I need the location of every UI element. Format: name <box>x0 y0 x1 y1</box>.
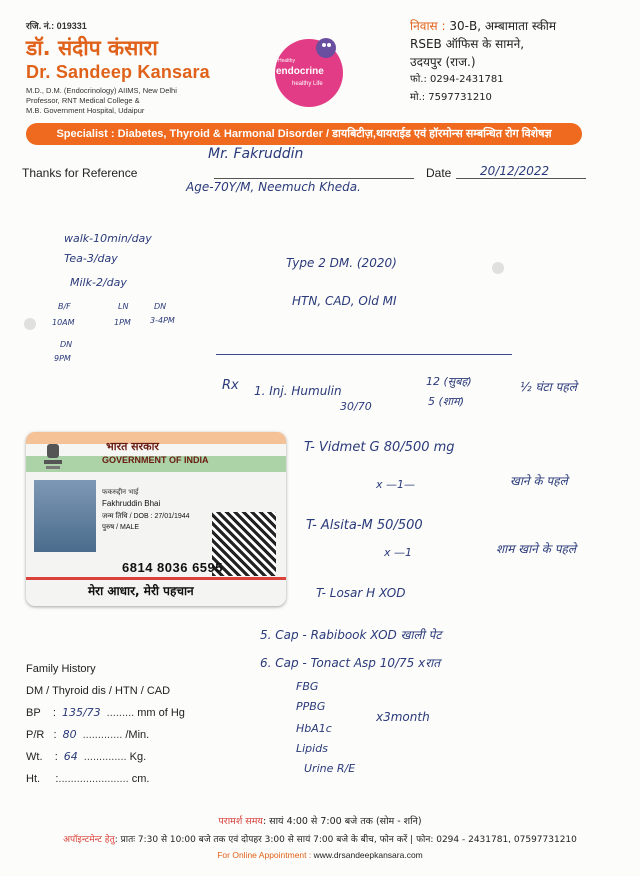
rx-item-3-dose: x —1 <box>384 546 413 559</box>
logo-text-sub: healthy Life <box>292 81 323 87</box>
qualification-line: M.D., D.M. (Endocrinology) AIIMS, New Delhi <box>26 86 177 95</box>
clinic-logo <box>264 28 354 118</box>
meal-time: 1PM <box>114 318 131 327</box>
dinner-label: DN <box>60 340 73 349</box>
card-name-hindi: फकरुद्दीन भाई <box>102 488 139 496</box>
test-item: PPBG <box>296 700 326 713</box>
registration-number: रजि. नं.: 019331 <box>26 21 87 31</box>
bp-label: BP <box>26 707 41 719</box>
address-line-2: RSEB ऑफिस के सामने, <box>410 37 525 51</box>
family-history-block: Family History DM / Thyroid dis / HTN / CAD BP : 135/73 ......... mm of Hg P/R : 80 ............. /Min. Wt. : 64 .............. Kg. Ht. :....................... cm. <box>26 658 185 790</box>
diagnosis-comorbid: HTN, CAD, Old MI <box>292 294 397 308</box>
doctor-name-hindi: डॉ. संदीप कंसारा <box>26 36 158 60</box>
card-sex: पुरुष / MALE <box>102 524 140 531</box>
qualification-line: M.B. Government Hospital, Udaipur <box>26 106 145 115</box>
divider-line <box>216 354 512 355</box>
mobile-number: मो.: 7597731210 <box>410 92 492 103</box>
government-of-india-text: GOVERNMENT OF INDIA <box>102 455 209 465</box>
appointment-label: अपॉइन्टमेन्ट हेतु <box>63 835 115 845</box>
prescription-date: 20/12/2022 <box>480 164 550 178</box>
meal-label: B/F <box>58 302 71 311</box>
online-label: For Online Appointment : <box>217 850 312 860</box>
residence-label: निवास : <box>410 19 446 33</box>
ht-unit: cm. <box>131 773 150 785</box>
meal-time: 3-4PM <box>150 316 175 325</box>
card-name: Fakhruddin Bhai <box>102 499 161 508</box>
appointment-text: : प्रातः 7:30 से 10:00 बजे तक एवं दोपहर 3:00 से सायं 7:00 बजे के बीच, फोन करें | फोन: 0294 - 2431781, 07597731210 <box>114 835 577 845</box>
aadhaar-card-image <box>26 432 286 606</box>
patient-name: Mr. Fakruddin <box>208 146 304 162</box>
logo-text-top: Healthy <box>278 58 295 64</box>
bp-value: 135/73 <box>61 706 101 719</box>
follow-up: x3month <box>376 710 430 724</box>
note-tea: Tea-3/day <box>64 252 118 265</box>
consult-label: परामर्श समय <box>218 816 263 827</box>
rx-item-1-morning: 12 (सुबह) <box>426 375 472 388</box>
online-appointment <box>0 850 640 860</box>
card-photo <box>34 480 96 552</box>
test-item: Lipids <box>296 742 328 755</box>
logo-text-main: endocrine <box>276 66 324 77</box>
rx-item-1-ratio: 30/70 <box>340 400 372 413</box>
aadhaar-tagline: मेरा आधार, मेरी पहचान <box>88 584 194 598</box>
date-label: Date <box>426 166 452 180</box>
patient-details: Age-70Y/M, Neemuch Kheda. <box>186 180 361 194</box>
bp-unit: mm of Hg <box>137 707 185 719</box>
rx-item-1: 1. Inj. Humulin <box>254 384 342 398</box>
clinic-address <box>410 17 556 107</box>
test-item: Urine R/E <box>304 762 356 775</box>
punch-hole <box>492 262 504 274</box>
doctor-name-english: Dr. Sandeep Kansara <box>26 62 210 82</box>
family-history-title: Family History <box>26 663 96 675</box>
wt-label: Wt. <box>26 751 43 763</box>
family-history-list: DM / Thyroid dis / HTN / CAD <box>26 685 171 697</box>
specialist-banner: Specialist : Diabetes, Thyroid & Harmonal Disorder / डायबिटीज़,थायराईड एवं हॉरमोन्स सम्बन्धित रोग विशेषज्ञ <box>26 123 582 145</box>
consult-text: : सायं 4:00 से 7:00 बजे तक (सोम - शनि) <box>262 816 422 827</box>
rx-item-2-note: खाने के पहले <box>510 474 568 488</box>
aadhaar-number: 6814 8036 6595 <box>122 560 223 575</box>
note-milk: Milk-2/day <box>70 276 127 289</box>
address-line-3: उदयपुर (राज.) <box>410 55 476 69</box>
rx-item-1-evening: 5 (शाम) <box>428 395 464 408</box>
ht-label: Ht. <box>26 773 41 785</box>
doctor-qualifications <box>26 86 177 116</box>
pr-value: 80 <box>62 728 77 741</box>
punch-hole <box>24 318 36 330</box>
pr-unit: /Min. <box>125 729 150 741</box>
address-line-1: 30-B, अम्बामाता स्कीम <box>449 19 557 33</box>
meal-label: LN <box>118 302 129 311</box>
rx-item-1-timing: ½ घंटा पहले <box>520 380 577 394</box>
qualification-line: Professor, RNT Medical College & <box>26 96 140 105</box>
phone-number: फो.: 0294-2431781 <box>410 74 504 85</box>
rx-symbol: Rx <box>222 378 239 393</box>
rx-item-6: 6. Cap - Tonact Asp 10/75 xरात <box>260 656 441 670</box>
rx-item-3: T- Alsita-M 50/500 <box>306 518 423 533</box>
rx-item-5: 5. Cap - Rabibook XOD खाली पेट <box>260 628 442 642</box>
appointment-info <box>0 832 640 845</box>
wt-unit: Kg. <box>129 751 147 763</box>
national-emblem-icon <box>40 442 66 472</box>
rx-item-4: T- Losar H XOD <box>316 586 406 600</box>
website-link[interactable]: www.drsandeepkansara.com <box>313 850 423 860</box>
card-dob: जन्म तिथि / DOB : 27/01/1944 <box>102 513 190 520</box>
date-underline <box>456 178 586 179</box>
diagnosis-type2dm: Type 2 DM. (2020) <box>286 256 397 270</box>
meal-time: 10AM <box>52 318 75 327</box>
rx-item-2: T- Vidmet G 80/500 mg <box>304 440 455 455</box>
thanks-for-reference-label: Thanks for Reference <box>22 166 138 180</box>
test-item: FBG <box>296 680 319 693</box>
note-walk: walk-10min/day <box>64 232 152 245</box>
pr-label: P/R <box>26 729 45 741</box>
rx-item-3-note: शाम खाने के पहले <box>496 542 577 556</box>
rx-item-2-dose: x —1— <box>376 478 416 491</box>
consultation-hours <box>0 814 640 827</box>
patient-name-underline <box>214 178 414 179</box>
wt-value: 64 <box>63 750 78 763</box>
dinner-time: 9PM <box>54 354 71 363</box>
card-red-line <box>26 577 286 580</box>
bharat-sarkar-text: भारत सरकार <box>106 440 159 453</box>
meal-label: DN <box>154 302 167 311</box>
test-item: HbA1c <box>296 722 332 735</box>
